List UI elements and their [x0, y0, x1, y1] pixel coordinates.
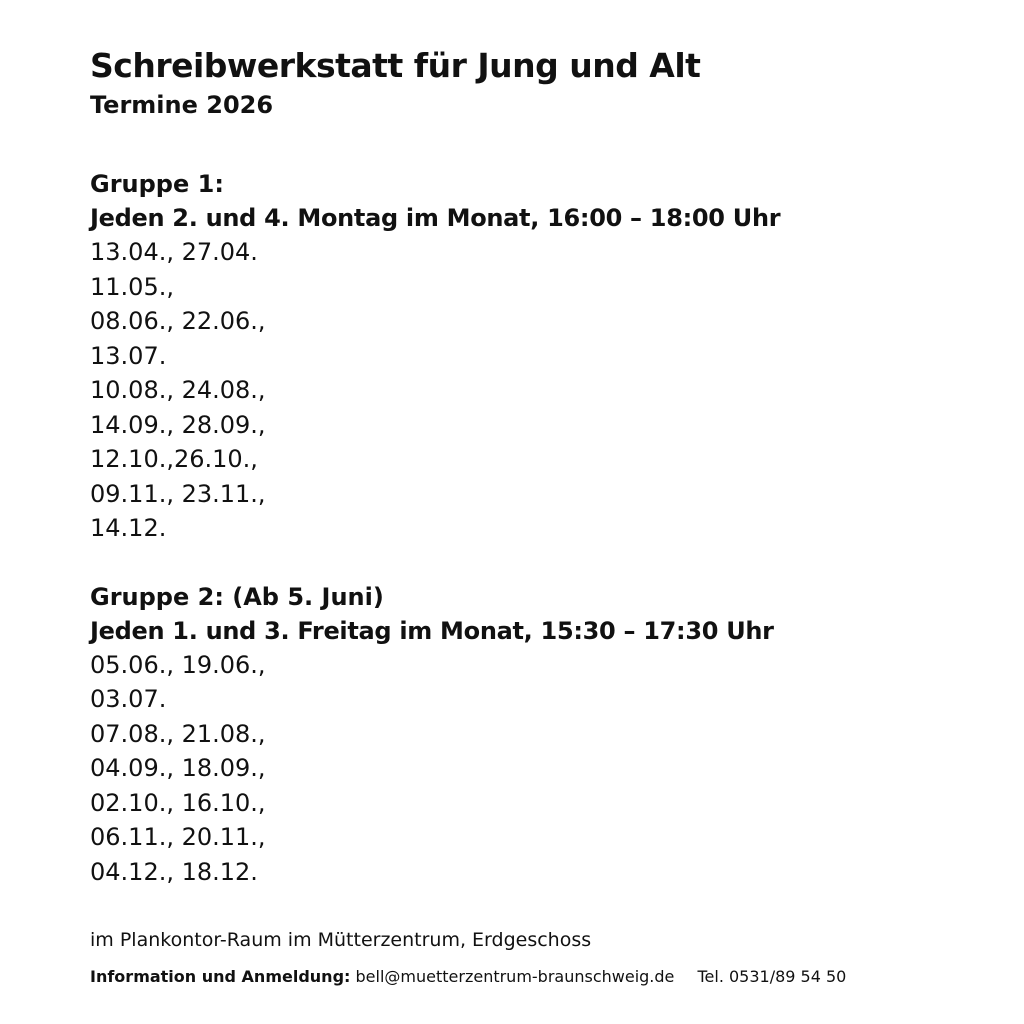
contact-line — [90, 963, 846, 991]
date-line: 14.12. — [90, 514, 167, 542]
date-line: 13.04., 27.04. — [90, 238, 258, 266]
date-line: 05.06., 19.06., — [90, 650, 266, 679]
date-line: 04.09., 18.09., — [90, 754, 266, 782]
group-2-schedule: Jeden 1. und 3. Freitag im Monat, 15:30 – 17:30 Uhr — [90, 616, 774, 645]
contact-label: Information und Anmeldung: — [90, 967, 351, 986]
date-line: 13.07. — [90, 341, 167, 370]
location-note: im Plankontor-Raum im Mütterzentrum, Erdgeschoss — [90, 929, 592, 951]
group-1-date-list — [90, 235, 990, 546]
group-1-section — [90, 167, 990, 546]
page-subtitle: Termine 2026 — [90, 91, 274, 119]
date-line: 03.07. — [90, 685, 167, 713]
date-line: 09.11., 23.11., — [90, 479, 266, 508]
contact-phone: Tel. 0531/89 54 50 — [697, 967, 847, 986]
date-line: 06.11., 20.11., — [90, 823, 266, 851]
group-1-schedule: Jeden 2. und 4. Montag im Monat, 16:00 – 18:00 Uhr — [90, 204, 781, 232]
date-line: 02.10., 16.10., — [90, 788, 266, 817]
group-2-date-list — [90, 648, 990, 890]
date-line: 08.06., 22.06., — [90, 307, 266, 335]
page-title: Schreibwerkstatt für Jung und Alt — [90, 46, 701, 85]
date-line: 11.05., — [90, 272, 174, 301]
date-line: 04.12., 18.12. — [90, 857, 258, 886]
date-line: 12.10.,26.10., — [90, 445, 258, 473]
date-line: 10.08., 24.08., — [90, 376, 266, 404]
date-line: 14.09., 28.09., — [90, 410, 266, 439]
document-body — [90, 44, 990, 889]
group-1-heading: Gruppe 1: — [90, 170, 224, 198]
contact-email: bell@muetterzentrum-braunschweig.de — [355, 967, 675, 986]
date-line: 07.08., 21.08., — [90, 719, 266, 748]
group-2-heading: Gruppe 2: (Ab 5. Juni) — [90, 582, 384, 611]
group-2-section — [90, 580, 990, 890]
